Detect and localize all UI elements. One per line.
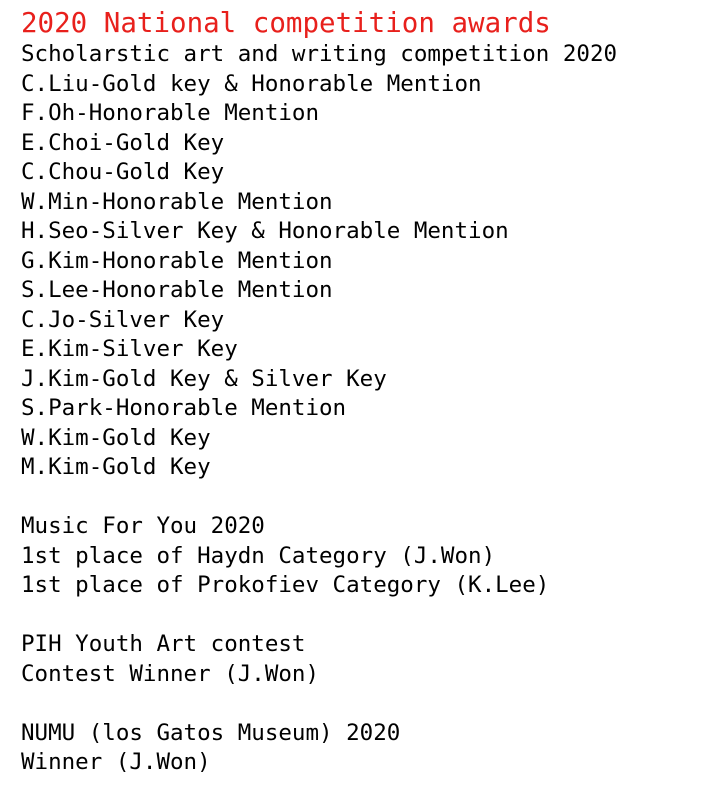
awards-document (21, 6, 617, 778)
award-line: C.Jo-Silver Key (21, 306, 225, 333)
award-line: H.Seo-Silver Key & Honorable Mention (21, 218, 509, 244)
section-music-for-you (21, 512, 617, 601)
award-line: E.Choi-Gold Key (21, 129, 225, 156)
award-line: 1st place of Haydn Category (J.Won) (21, 542, 496, 569)
award-line: M.Kim-Gold Key (21, 454, 211, 480)
award-line: 1st place of Prokofiev Category (K.Lee) (21, 572, 550, 598)
section-heading: NUMU (los Gatos Museum) 2020 (21, 719, 401, 746)
section-scholastic (21, 40, 617, 483)
section-heading: PIH Youth Art contest (21, 631, 306, 657)
award-line: G.Kim-Honorable Mention (21, 247, 333, 274)
award-line: Winner (J.Won) (21, 749, 211, 775)
award-line: W.Kim-Gold Key (21, 424, 211, 451)
award-line: C.Chou-Gold Key (21, 159, 225, 185)
section-numu (21, 719, 617, 778)
award-line: W.Min-Honorable Mention (21, 188, 333, 215)
award-line: Contest Winner (J.Won) (21, 660, 320, 687)
award-line: E.Kim-Silver Key (21, 336, 238, 362)
section-heading: Music For You 2020 (21, 513, 265, 539)
award-line: J.Kim-Gold Key & Silver Key (21, 365, 387, 392)
award-line: F.Oh-Honorable Mention (21, 100, 320, 126)
section-pih-youth-art (21, 630, 617, 689)
award-line: C.Liu-Gold key & Honorable Mention (21, 70, 482, 97)
award-line: S.Lee-Honorable Mention (21, 277, 333, 303)
award-line: S.Park-Honorable Mention (21, 395, 347, 421)
page-title: 2020 National competition awards (21, 7, 551, 39)
section-heading: Scholarstic art and writing competition 2020 (21, 41, 618, 67)
